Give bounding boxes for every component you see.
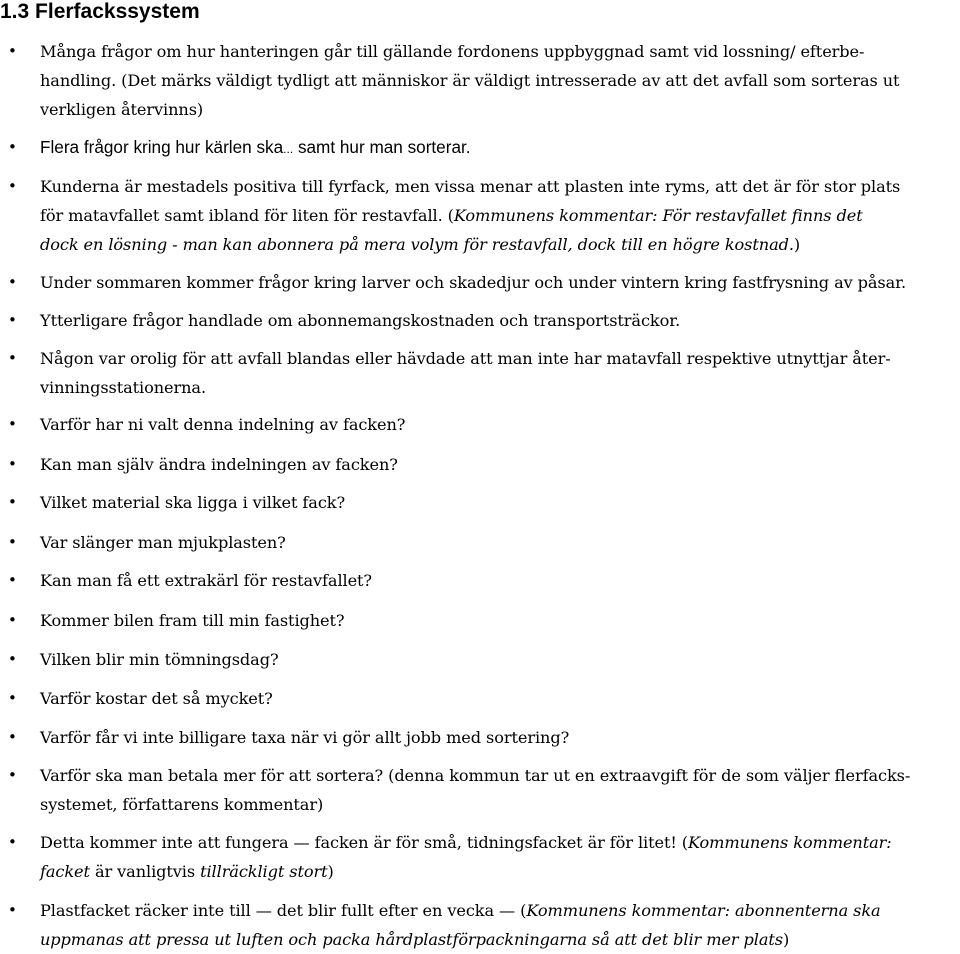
comment-text: facket	[40, 862, 90, 881]
item-text: )	[327, 862, 334, 881]
list-item	[8, 828, 960, 886]
item-text: )	[782, 930, 790, 949]
comment-text: uppmanas att pressa ut luften och packa hårdplastförpackningarna så att det blir mer plats	[40, 930, 783, 949]
item-line: Kommer bilen fram till min fastighet?	[40, 611, 345, 630]
item-line: vinningsstationerna.	[40, 378, 206, 397]
item-text: samt hur man sorterar.	[293, 137, 471, 157]
bullet-icon: •	[8, 349, 17, 367]
comment-text: tillräckligt stort	[200, 862, 328, 881]
bullet-icon: •	[8, 901, 17, 919]
item-line: Kan man själv ändra indelningen av facken?	[40, 455, 398, 474]
comment-text: Kommunens kommentar: För restavfallet finns det	[453, 206, 863, 225]
list-item	[8, 133, 960, 164]
bullet-icon: •	[8, 689, 17, 707]
item-line: Varför ska man betala mer för att sortera? (denna kommun tar ut en extraavgift för de som väljer flerfacks-	[40, 766, 911, 785]
bullet-icon: •	[8, 611, 17, 629]
bullet-icon: •	[8, 177, 17, 195]
item-line	[40, 857, 960, 886]
item-line: Kunderna är mestadels positiva till fyrfack, men vissa menar att plasten inte ryms, att det är för stor plats	[40, 177, 901, 196]
item-line	[40, 201, 960, 230]
list-item	[8, 37, 960, 124]
bullet-icon: •	[8, 493, 17, 511]
item-text: är vanligtvis	[89, 862, 201, 881]
list-item	[8, 528, 960, 557]
bullet-icon: •	[8, 138, 17, 156]
list-item	[8, 645, 960, 674]
item-line: Kan man få ett extrakärl för restavfallet?	[40, 571, 372, 590]
item-line: Vilken blir min tömningsdag?	[40, 650, 279, 669]
list-item	[8, 410, 960, 439]
list-item	[8, 450, 960, 479]
item-text: Plastfacket räcker inte till — det blir fullt efter en vecka — (	[40, 901, 527, 920]
item-line	[40, 828, 960, 857]
item-line	[40, 896, 960, 925]
list-item	[8, 896, 960, 954]
list-item	[8, 606, 960, 635]
list-item	[8, 723, 960, 752]
item-line: Ytterligare frågor handlade om abonnemangskostnaden och transportsträckor.	[40, 311, 681, 330]
list-item	[8, 761, 960, 819]
bullet-icon: •	[8, 533, 17, 551]
bullet-icon: •	[8, 42, 17, 60]
item-line: Under sommaren kommer frågor kring larver och skadedjur och under vintern kring fastfrysning av påsar.	[40, 273, 907, 292]
bullet-icon: •	[8, 833, 17, 851]
list-item	[8, 566, 960, 595]
comment-text: Kommunens kommentar: abonnenterna ska	[526, 901, 881, 920]
item-text: )	[793, 235, 801, 254]
item-text: Detta kommer inte att fungera — facken är för små, tidningsfacket är för litet! (	[40, 833, 688, 852]
bullet-icon: •	[8, 311, 17, 329]
section-heading: 1.3 Flerfackssystem	[0, 0, 200, 23]
comment-text: Kommunens kommentar:	[687, 833, 892, 852]
list-item	[8, 172, 960, 259]
list-item	[8, 488, 960, 517]
item-line: Någon var orolig för att avfall blandas eller hävdade att man inte har matavfall respektive utnyttjar åter-	[40, 349, 891, 368]
list-item	[8, 344, 960, 402]
item-line: Varför kostar det så mycket?	[40, 689, 273, 708]
list-item	[8, 684, 960, 713]
item-line: Vilket material ska ligga i vilket fack?	[40, 493, 346, 512]
item-line: Var slänger man mjukplasten?	[40, 533, 286, 552]
bullet-icon: •	[8, 650, 17, 668]
bullet-icon: •	[8, 415, 17, 433]
item-line: Varför har ni valt denna indelning av facken?	[40, 415, 406, 434]
item-line: verkligen återvinns)	[40, 100, 204, 119]
item-line: Många frågor om hur hanteringen går till gällande fordonens uppbyggnad samt vid lossning/ efterbe-	[40, 42, 865, 61]
bullet-icon: •	[8, 571, 17, 589]
item-line: systemet, författarens kommentar)	[40, 795, 324, 814]
item-line	[40, 230, 960, 259]
item-text: för matavfallet samt ibland för liten för restavfall. (	[40, 206, 454, 225]
item-text: Flera frågor kring hur kärlen ska	[40, 137, 284, 157]
ellipsis-mark: ...	[283, 142, 294, 156]
item-line	[40, 925, 960, 954]
bullet-icon: •	[8, 455, 17, 473]
item-line: Varför får vi inte billigare taxa när vi gör allt jobb med sortering?	[40, 728, 570, 747]
comment-text: dock en lösning - man kan abonnera på mera volym för restavfall, dock till en högre kostnad.	[40, 235, 794, 254]
bullet-icon: •	[8, 728, 17, 746]
bullet-icon: •	[8, 766, 17, 784]
list-item	[8, 306, 960, 335]
item-line	[40, 133, 960, 164]
list-item	[8, 268, 960, 297]
item-line: handling. (Det märks väldigt tydligt att människor är väldigt intresserade av att det avfall som sorteras ut	[40, 71, 900, 90]
bullet-icon: •	[8, 273, 17, 291]
